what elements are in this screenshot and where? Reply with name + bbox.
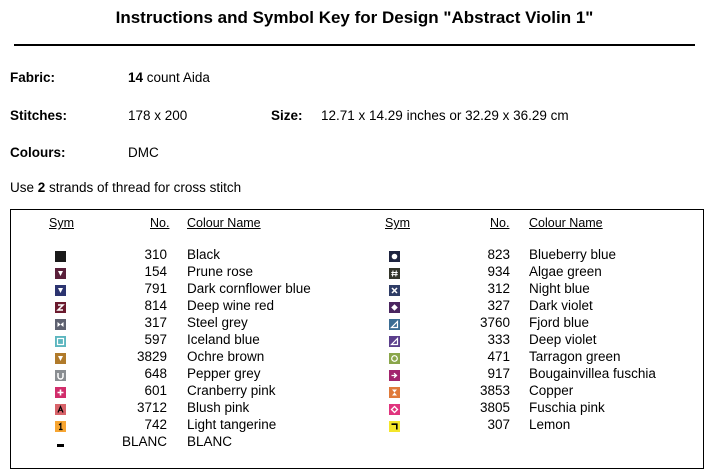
colour-number: 333 — [487, 332, 510, 347]
colour-number: 317 — [144, 315, 167, 330]
circle-icon — [389, 249, 400, 260]
instruction-post: strands of thread for cross stitch — [45, 180, 242, 195]
circle-outline-icon — [389, 351, 400, 362]
fabric-value — [128, 70, 210, 85]
colour-number: 791 — [144, 281, 167, 296]
diamond-icon — [389, 300, 400, 311]
colour-name: Fjord blue — [529, 315, 590, 330]
colour-name: Blueberry blue — [529, 247, 617, 262]
colour-name: Pepper grey — [187, 366, 261, 381]
colour-number: 742 — [144, 417, 167, 432]
dash-icon — [55, 436, 66, 447]
colour-number: 307 — [487, 417, 510, 432]
colour-name: Night blue — [529, 281, 590, 296]
fabric-rest: count Aida — [143, 70, 210, 85]
diamond-outline-icon — [389, 402, 400, 413]
hash-icon — [389, 266, 400, 277]
colour-number: 917 — [487, 366, 510, 381]
colour-number: 823 — [487, 247, 510, 262]
triangle-corner-icon — [389, 317, 400, 328]
fabric-label: Fabric: — [10, 70, 56, 85]
symbol-key-table — [10, 209, 704, 469]
colour-name: Cranberry pink — [187, 383, 276, 398]
colour-number: 3712 — [136, 400, 167, 415]
down-triangle-icon — [55, 351, 66, 362]
hourglass-icon — [389, 385, 400, 396]
colour-name: Light tangerine — [187, 417, 277, 432]
header-name-left: Colour Name — [187, 216, 261, 230]
colour-number: 312 — [487, 281, 510, 296]
arrow-right-icon — [389, 368, 400, 379]
title-underline — [14, 44, 695, 46]
colour-name: Tarragon green — [529, 349, 621, 364]
colour-name: Lemon — [529, 417, 571, 432]
colour-number: 934 — [487, 264, 510, 279]
colour-name: Black — [187, 247, 221, 262]
solid-square-icon — [55, 249, 66, 260]
colour-name: Dark violet — [529, 298, 593, 313]
colour-name: Deep wine red — [187, 298, 275, 313]
colour-name: Ochre brown — [187, 349, 265, 364]
colour-name: Copper — [529, 383, 574, 398]
z-letter-icon — [55, 300, 66, 311]
colour-number: 648 — [144, 366, 167, 381]
one-digit-icon — [55, 419, 66, 430]
page-title: Instructions and Symbol Key for Design "Abstract Violin 1" — [115, 8, 594, 27]
colour-name: Prune rose — [187, 264, 254, 279]
instruction-text — [10, 180, 241, 195]
colours-label: Colours: — [10, 145, 66, 160]
instruction-strands: 2 — [37, 180, 46, 195]
a-letter-icon — [55, 402, 66, 413]
colour-number: 601 — [144, 383, 167, 398]
stitches-value: 178 x 200 — [128, 108, 188, 123]
colour-name: BLANC — [187, 434, 233, 449]
colour-number: 814 — [144, 298, 167, 313]
triangle-corner-icon — [389, 334, 400, 345]
header-name-right: Colour Name — [529, 216, 603, 230]
colour-number: 597 — [144, 332, 167, 347]
header-no-right: No. — [490, 216, 510, 230]
header-no-left: No. — [150, 216, 170, 230]
colour-name: Deep violet — [529, 332, 597, 347]
colour-number: 3805 — [479, 400, 510, 415]
bowtie-icon — [55, 317, 66, 328]
colour-name: Steel grey — [187, 315, 248, 330]
colour-name: Iceland blue — [187, 332, 260, 347]
colour-name: Blush pink — [187, 400, 250, 415]
colour-number: 471 — [487, 349, 510, 364]
size-label: Size: — [271, 108, 303, 123]
colour-number: 154 — [144, 264, 167, 279]
colour-number: 310 — [144, 247, 167, 262]
colour-number: 3853 — [479, 383, 510, 398]
down-triangle-icon — [55, 283, 66, 294]
colour-number: 3829 — [136, 349, 167, 364]
header-sym-right: Sym — [385, 216, 410, 230]
x-icon — [389, 283, 400, 294]
stitches-label: Stitches: — [10, 108, 68, 123]
colours-value: DMC — [128, 145, 159, 160]
corner-icon — [389, 419, 400, 430]
colour-name: Dark cornflower blue — [187, 281, 311, 296]
colour-name: Algae green — [529, 264, 602, 279]
instruction-pre: Use — [10, 180, 38, 195]
size-value: 12.71 x 14.29 inches or 32.29 x 36.29 cm — [321, 108, 569, 123]
colour-name: Fuschia pink — [529, 400, 605, 415]
plus-icon — [55, 385, 66, 396]
header-sym-left: Sym — [49, 216, 74, 230]
colour-number: BLANC — [121, 434, 167, 449]
colour-name: Bougainvillea fuschia — [529, 366, 656, 381]
hollow-square-icon — [55, 334, 66, 345]
down-triangle-icon — [55, 266, 66, 277]
u-shape-icon — [55, 368, 66, 379]
colour-number: 327 — [487, 298, 510, 313]
fabric-count: 14 — [128, 70, 144, 85]
colour-number: 3760 — [479, 315, 510, 330]
